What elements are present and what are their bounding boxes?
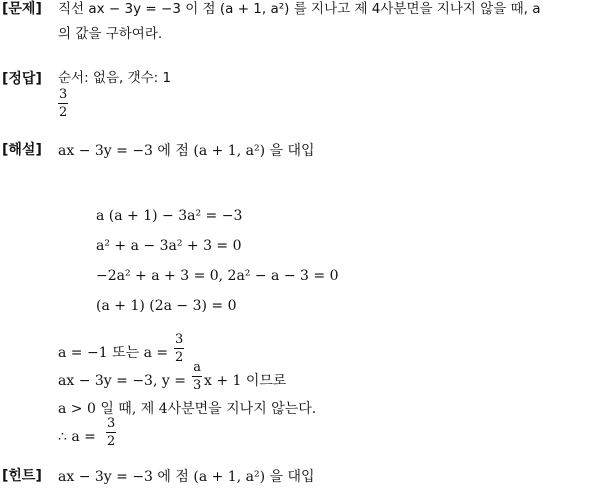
answer-order-count: 순서: 없음, 갯수: 1 [58,70,172,86]
step-2-denominator: 3 [193,378,202,393]
step-4-denominator: 2 [107,434,116,449]
solution-step-2-suffix: x + 1 이므로 [204,373,287,389]
solution-step-4: ∴ a = [58,429,96,445]
step-1-numerator: 3 [175,332,184,347]
hint-text: ax − 3y = −3 에 점 (a + 1, a²) 을 대입 [58,469,315,485]
step-1-denominator: 2 [175,350,184,365]
solution-label: [해설] [2,142,42,158]
solution-equation-4: (a + 1) (2a − 3) = 0 [96,298,237,314]
problem-label: [문제] [2,1,42,17]
solution-step-3: a > 0 일 때, 제 4사분면을 지나지 않는다. [58,401,317,417]
solution-step-1: a = −1 또는 a = [58,345,169,361]
hint-label: [힌트] [2,468,42,484]
solution-intro: ax − 3y = −3 에 점 (a + 1, a²) 을 대입 [58,143,315,159]
solution-equation-1: a (a + 1) − 3a² = −3 [96,208,243,224]
solution-equation-2: a² + a − 3a² + 3 = 0 [96,238,242,254]
answer-label: [정답] [2,71,42,87]
answer-fraction-numerator: 3 [59,87,68,102]
solution-step-2: ax − 3y = −3, y = [58,373,186,389]
solution-step-2-fraction [192,361,202,392]
step-2-numerator: a [193,360,202,375]
solution-step-1-fraction [174,333,184,364]
problem-line-2: 의 값을 구하여라. [58,26,163,42]
answer-fraction [58,88,68,119]
solution-step-4-fraction [106,417,116,448]
step-4-numerator: 3 [107,416,116,431]
problem-line-1: 직선 ax − 3y = −3 이 점 (a + 1, a²) 를 지나고 제 4사분면을 지나지 않을 때, a [58,1,541,17]
answer-fraction-denominator: 2 [59,105,68,120]
solution-equation-3: −2a² + a + 3 = 0, 2a² − a − 3 = 0 [96,268,339,284]
